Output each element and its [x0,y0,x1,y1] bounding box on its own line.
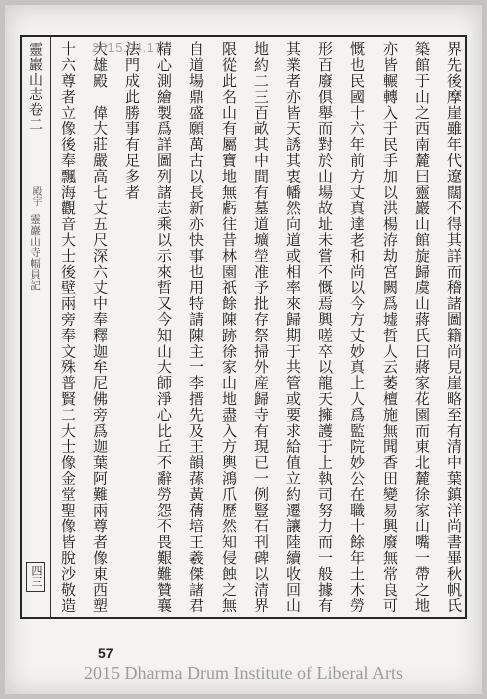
text-column: 自道場鼎盛願萬古以長新亦快事也用特請陳主一李搢先及王韻蓀黃蒨培王羲傑諸君 [187,41,205,614]
watermark-date: 2015.04.17 [92,40,163,55]
margin-column-rule [50,35,51,619]
text-column: 築館于山之西南麓曰靈巖山館旋歸虞山蔣氏曰蔣家花園而東北麓徐家山嘴一帶之地 [413,41,431,614]
text-column: 大雄殿 偉大莊嚴高七丈五尺深六丈中奉釋迦牟尼佛旁爲迦葉阿難兩尊者像東西塑 [91,41,109,614]
text-column: 地約二三百畝其中間有墓道壙塋准予批存祭掃外産歸寺有現已一例豎石刊碑以清界 [252,41,270,614]
text-column: 法門成此勝事有足多者 [123,41,141,200]
chapter-title: 靈巖山寺幅員記 [29,214,41,291]
text-column: 十六尊者立像後奉飄海觀音大士後壁兩旁奉文殊普賢二大士像金堂聖像皆脫沙敬造 [59,41,77,614]
scan-page-number: 57 [98,645,114,661]
text-column: 界先後摩崖雖年代遼闊不得其詳而稽諸圖籍尚見崖略至有清中葉鎮洋尚書畢秋帆氏 [445,41,463,614]
section-label: 殿宇 [30,186,41,206]
text-column: 精心測繪製爲詳圖列諸志乘以示來哲又今知山大師淨心比丘不辭勞怨不畏艱難贊襄 [155,41,173,614]
page-number-box [26,562,45,592]
text-column: 限從此名山有屬寶地無虧往昔林園祇餘陳跡徐家山地盡入方輿鴻爪歷然知侵蝕之無 [220,41,238,614]
text-column: 亦皆輾轉入于民手加以洪楊洊劫宮闕爲墟哲人云萎檀施無聞香田變易興廢無常良可 [381,41,399,614]
institution-watermark: 2015 Dharma Drum Institute of Liberal Arts [84,663,403,683]
text-column: 其業者亦皆天誘其衷幡然向道或相率來歸期于共管或要求給值立約遷讓陸續收回山 [284,41,302,614]
book-title: 靈巖山志卷二 [27,42,43,132]
text-column: 形百廢俱舉而對於山場故址未嘗不慨焉興嗟卒以龍天擁護于上執司努力而一般據有 [316,41,334,614]
page-number: 四三 [30,565,43,587]
text-column: 慨也民國十六年前方丈真達老和尚以今方丈妙真上人爲監院妙公在職十餘年土木勞 [348,41,366,614]
